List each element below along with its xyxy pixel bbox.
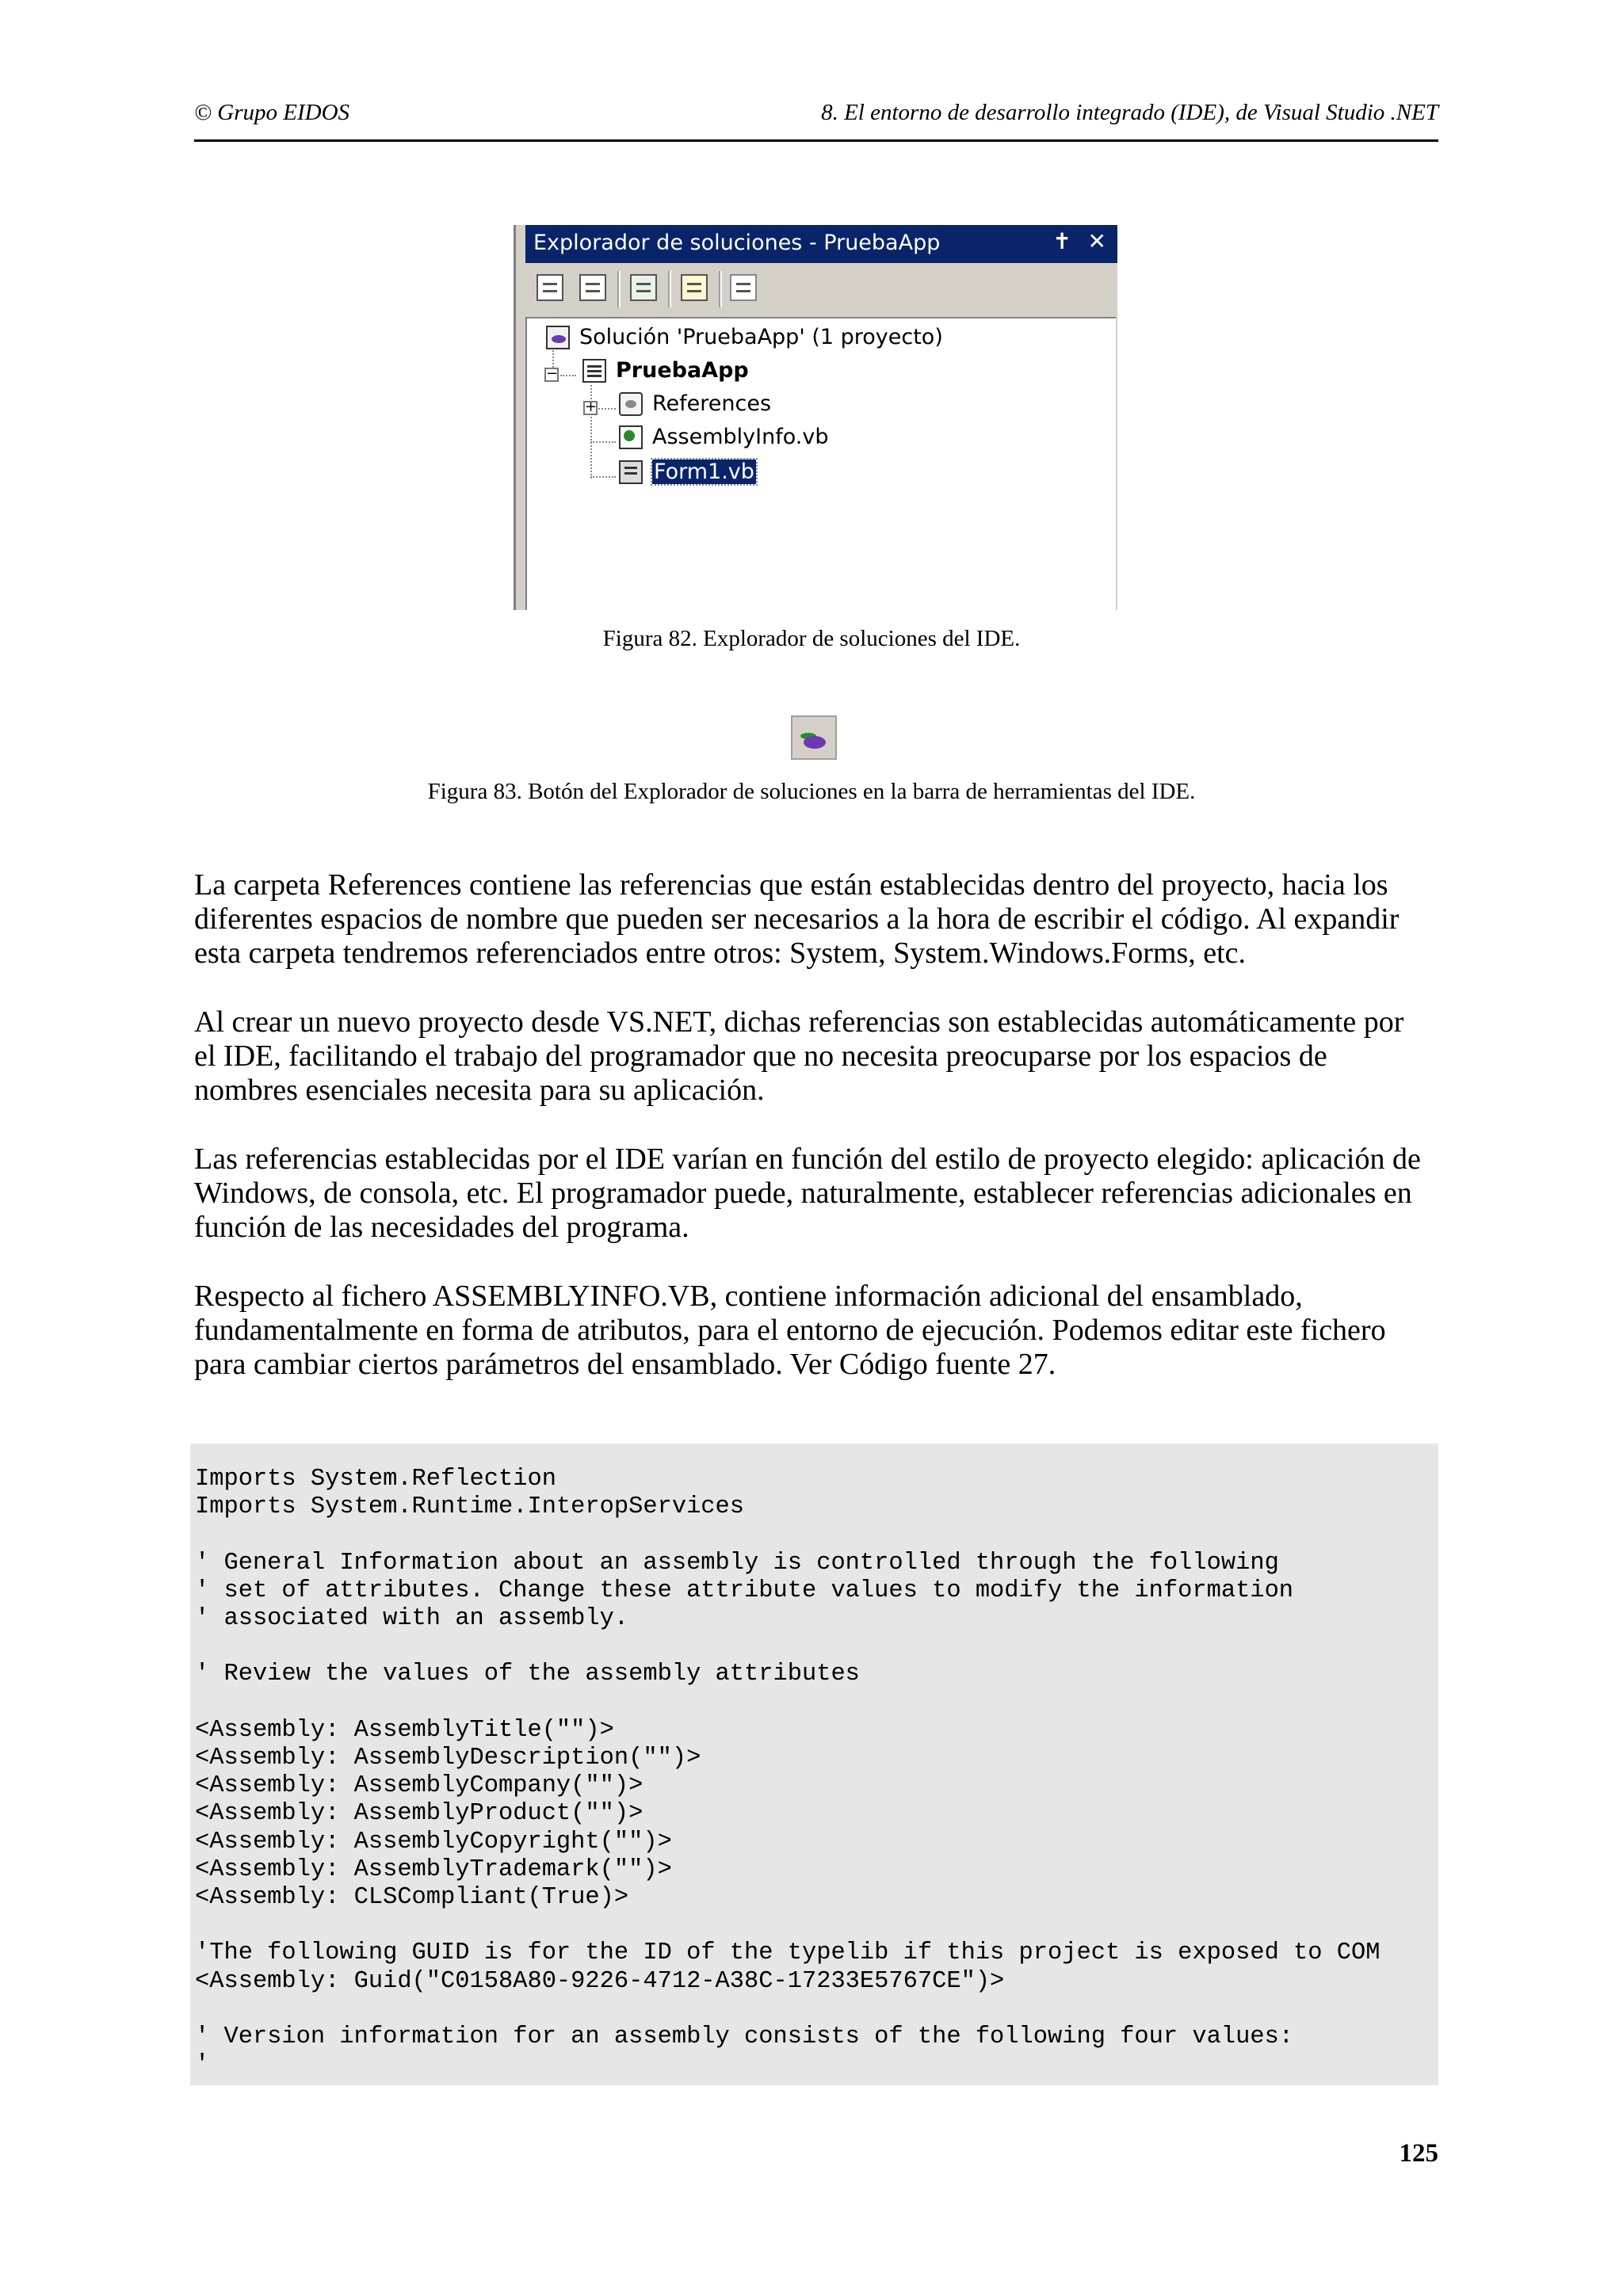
properties-icon[interactable] (537, 274, 563, 301)
solution-explorer-title: Explorador de soluciones - PruebaApp (533, 231, 941, 255)
solution-explorer-titlebar (525, 225, 1117, 263)
tree-item-assemblyinfo-label: AssemblyInfo.vb (652, 425, 829, 449)
tree-item-assemblyinfo[interactable] (614, 423, 828, 452)
tree-item-project[interactable] (576, 357, 749, 385)
paragraph-new-project (194, 1005, 1438, 1108)
paragraph-line: Respecto al fichero ASSEMBLYINFO.VB, contiene información adicional del ensamblado, (194, 1280, 1303, 1313)
paragraph-line: La carpeta References contiene las referencias que están establecidas dentro del proyecto, hacia los (194, 868, 1388, 902)
paragraph-ide-references (194, 1142, 1438, 1245)
tree-connector (560, 375, 576, 376)
tree-connector (590, 476, 616, 478)
show-all-files-icon[interactable] (579, 274, 606, 301)
tree-item-references-label: References (652, 391, 772, 416)
expand-icon[interactable]: + (585, 399, 598, 415)
project-icon (582, 359, 606, 383)
solution-explorer-toolbar (525, 263, 1117, 315)
toolbar-separator (668, 271, 671, 307)
paragraph-line: Al crear un nuevo proyecto desde VS.NET, dichas referencias son establecidas automáticamente por (194, 1005, 1404, 1039)
tree-connector (590, 441, 616, 443)
header-publisher: © Grupo EIDOS (194, 100, 350, 125)
tree-item-form1[interactable] (614, 458, 756, 486)
collapse-icon[interactable]: − (546, 365, 559, 382)
tree-item-solution[interactable] (546, 323, 943, 352)
form-icon (619, 460, 643, 484)
tree-item-form1-label: Form1.vb (654, 460, 754, 484)
references-icon (619, 392, 643, 416)
toolbar-separator (719, 271, 722, 307)
solution-icon (546, 326, 570, 349)
close-icon[interactable]: ✕ (1087, 228, 1106, 254)
copy-project-icon[interactable] (681, 274, 708, 301)
solution-tree (525, 317, 1116, 610)
tree-connector (598, 408, 616, 410)
page-header (194, 93, 1438, 142)
paragraph-line: para cambiar ciertos parámetros del ensamblado. Ver Código fuente 27. (194, 1348, 1056, 1381)
code-listing (190, 1444, 1438, 2085)
paragraph-assemblyinfo (194, 1280, 1438, 1382)
tree-item-references[interactable] (614, 390, 771, 418)
paragraph-references (194, 868, 1438, 971)
tree-item-project-label: PruebaApp (616, 358, 749, 383)
figure-83-caption: Figura 83. Botón del Explorador de soluciones en la barra de herramientas del IDE. (427, 779, 1196, 804)
figure-82-caption: Figura 82. Explorador de soluciones del IDE. (602, 626, 1021, 651)
paragraph-line: Windows, de consola, etc. El programador puede, naturalmente, establecer referencias adicionales en (194, 1177, 1412, 1210)
vb-file-icon (619, 425, 643, 449)
code-text: Imports System.Reflection Imports System.Runtime.InteropServices ' General Information about an assembly is controlled through the following ' set of attributes. Change these attribute values to modify the information ' associated with an assembly. ' Review the values of the assembly attributes <Assembly: AssemblyTitle("")> <Assembly: AssemblyDescription("")> <Assembly: AssemblyCompany("")> <Assembly: AssemblyProduct("")> <Assembly: AssemblyCopyright("")> <Assembly: AssemblyTrademark("")> <Assembly: CLSCompliant(True)> 'The following GUID is for the ID of the typelib if this project is exposed to COM <Assembly: Guid("C0158A80-9226-4712-A38C-17233E5767CE")> ' Version information for an assembly consists of the following four values: ' (195, 1466, 1381, 2079)
solution-explorer-window (514, 225, 1117, 610)
paragraph-line: el IDE, facilitando el trabajo del programador que no necesita preocuparse por los espacios de (194, 1039, 1327, 1073)
pin-icon[interactable]: ✝ (1052, 228, 1071, 254)
paragraph-line: fundamentalmente en forma de atributos, para el entorno de ejecución. Podemos editar este fichero (194, 1314, 1386, 1347)
paragraph-line: función de las necesidades del programa. (194, 1211, 689, 1244)
paragraph-line: diferentes espacios de nombre que pueden ser necesarios a la hora de escribir el código. Al expandir (194, 902, 1400, 936)
refresh-icon[interactable] (630, 274, 657, 301)
paragraph-line: esta carpeta tendremos referenciados entre otros: System, System.Windows.Forms, etc. (194, 936, 1247, 970)
header-chapter-title: 8. El entorno de desarrollo integrado (IDE), de Visual Studio .NET (821, 100, 1438, 125)
paragraph-line: Las referencias establecidas por el IDE varían en función del estilo de proyecto elegido: aplicación de (194, 1142, 1421, 1176)
class-view-icon[interactable] (730, 274, 757, 301)
page-number: 125 (1399, 2139, 1438, 2168)
solution-explorer-button-icon (791, 715, 837, 760)
tree-item-solution-label: Solución 'PruebaApp' (1 proyecto) (579, 325, 943, 349)
paragraph-line: nombres esenciales necesita para su aplicación. (194, 1074, 765, 1107)
toolbar-separator (617, 271, 621, 307)
